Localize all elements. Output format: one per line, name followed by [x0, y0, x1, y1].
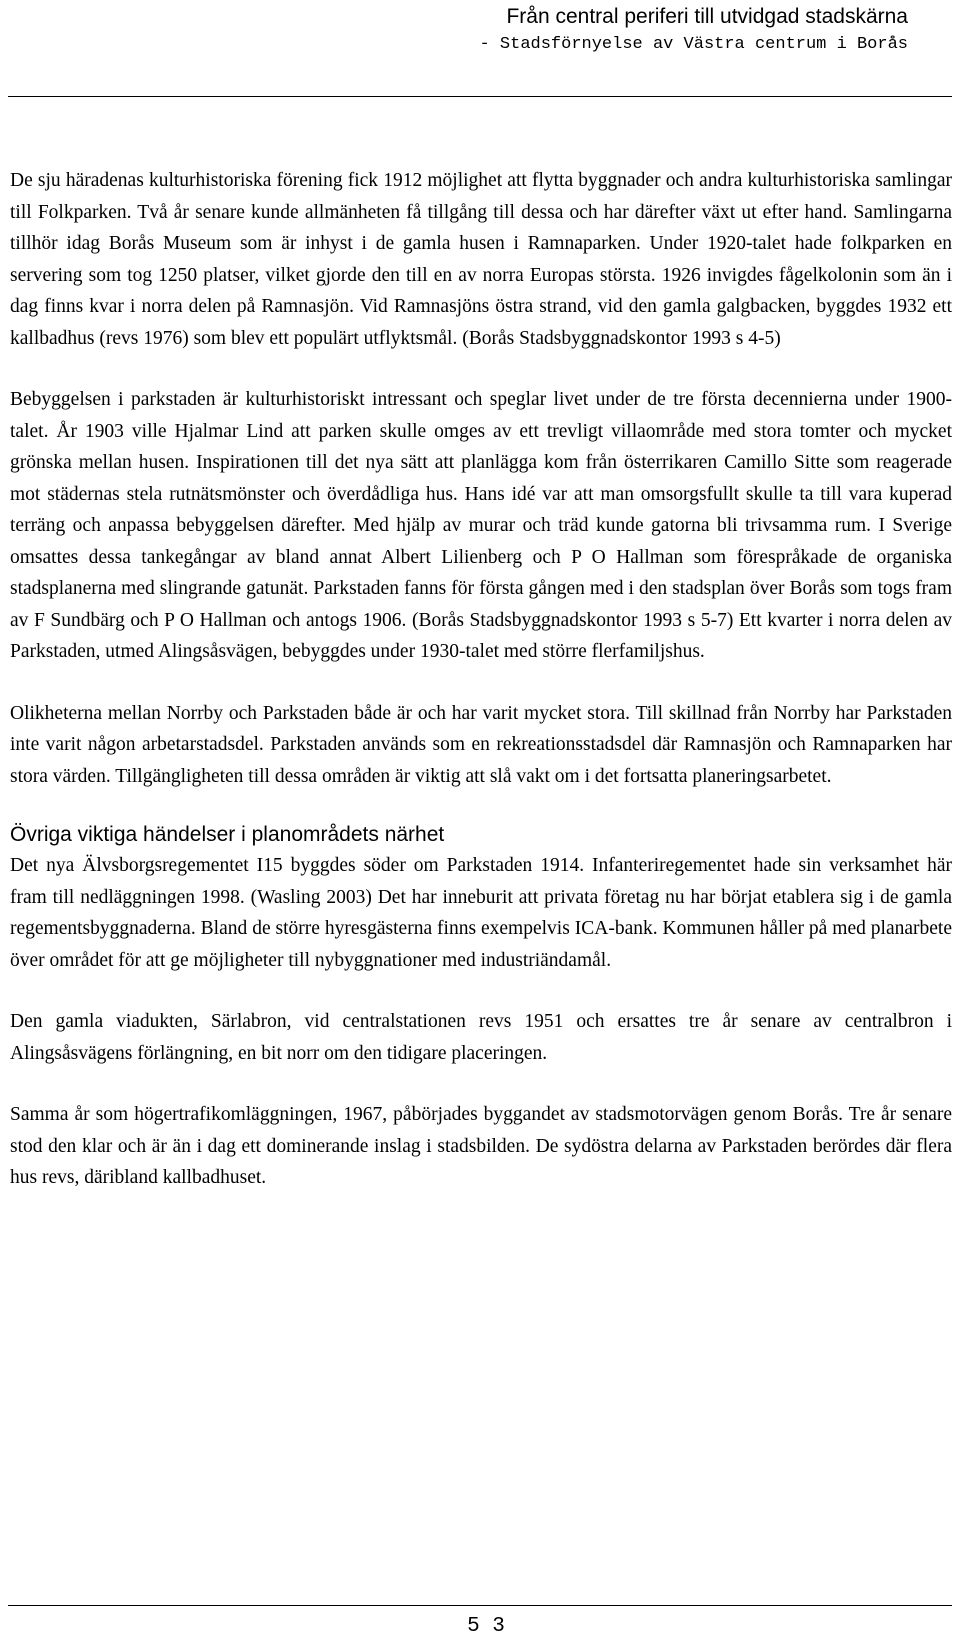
paragraph-regementet: Det nya Älvsborgsregementet I15 byggdes söder om Parkstaden 1914. Infanteriregementet hade sin verksamhet här fram till nedläggningen 1998. (Wasling 2003) Det har inneburit att privata företag nu har börjat etablera sig i de gamla regementsbyggnaderna. Bland de större hyresgästerna finns exempelvis ICA-bank. Kommunen håller på med planarbete över området för att ge möjligheter till nybyggnationer med industriändamål.	[10, 855, 952, 971]
page-number: 5 3	[467, 1615, 505, 1638]
paragraph-folkparken: De sju häradenas kulturhistoriska förening fick 1912 möjlighet att flytta byggnader och andra kulturhistoriska samlingar till Folkparken. Två år senare kunde allmänheten få tillgång till dessa och har därefter växt ut efter hand. Samlingarna tillhör idag Borås Museum som är inhyst i de gamla husen i Ramnaparken. Under 1920-talet hade folkparken en servering som tog 1250 platser, vilket gjorde den till en av norra Europas största. 1926 invigdes fågelkolonin som än i dag finns kvar i norra delen på Ramnasjön. Vid Ramnasjöns östra strand, vid den gamla galgbacken, byggdes 1932 ett kallbadhus (revs 1976) som blev ett populärt utflyktsmål. (Borås Stadsbyggnadskontor 1993 s 4-5)	[10, 170, 952, 349]
header-divider	[8, 96, 952, 97]
paragraph-stadsmotorvagen: Samma år som högertrafikomläggningen, 1967, påbörjades byggandet av stadsmotorvägen genom Borås. Tre år senare stod den klar och är än i dag ett dominerande inslag i stadsbilden. De sydöstra delarna av Parkstaden berördes där flera hus revs, däribland kallbadhuset.	[10, 1104, 952, 1188]
page-body	[10, 165, 952, 1224]
paragraph-norrby-comparison: Olikheterna mellan Norrby och Parkstaden både är och har varit mycket stora. Till skillnad från Norrby har Parkstaden inte varit någon arbetarstadsdel. Parkstaden används som en rekreationsstadsdel där Ramnasjön och Ramnaparken har stora värden. Tillgängligheten till dessa områden är viktig att slå vakt om i det fortsatta planeringsarbetet.	[10, 702, 952, 787]
section-heading: Övriga viktiga händelser i planområdets närhet	[10, 823, 445, 846]
paragraph-parkstaden: Bebyggelsen i parkstaden är kulturhistoriskt intressant och speglar livet under de tre första decennierna under 1900-talet. År 1903 ville Hjalmar Lind att parken skulle omges av ett trevligt villaområde med stora tomter och mycket grönska mellan husen. Inspirationen till det nya sätt att planlägga kom från österrikaren Camillo Sitte som reagerade mot städernas stela rutnätsmönster och överdådliga hus. Hans idé var att man omsorgsfullt skulle ta till vara kuperad terräng och anpassa bebyggelsen därefter. Med hjälp av murar och träd kunde gatorna bli trivsamma rum. I Sverige omsattes dessa tankegångar av bland annat Albert Lilienberg och P O Hallman som förespråkade de organiska stadsplanerna med slingrande gatunät. Parkstaden fanns för första gången med i den stadsplan över Borås som togs fram av F Sundbärg och P O Hallman och antogs 1906. (Borås Stadsbyggnadskontor 1993 s 5-7) Ett kvarter i norra delen av Parkstaden, utmed Alingsåsvägen, bebyggdes under 1930-talet med större flerfamiljshus.	[10, 389, 952, 662]
running-header	[480, 2, 908, 58]
header-subtitle: - Stadsförnyelse av Västra centrum i Borås	[479, 35, 908, 54]
paragraph-viadukten: Den gamla viadukten, Särlabron, vid centralstationen revs 1951 och ersattes tre år senare av centralbron i Alingsåsvägens förlängning, en bit norr om den tidigare placeringen.	[10, 1011, 952, 1064]
footer-divider	[8, 1605, 952, 1606]
header-title: Från central periferi till utvidgad stadskärna	[506, 5, 908, 28]
